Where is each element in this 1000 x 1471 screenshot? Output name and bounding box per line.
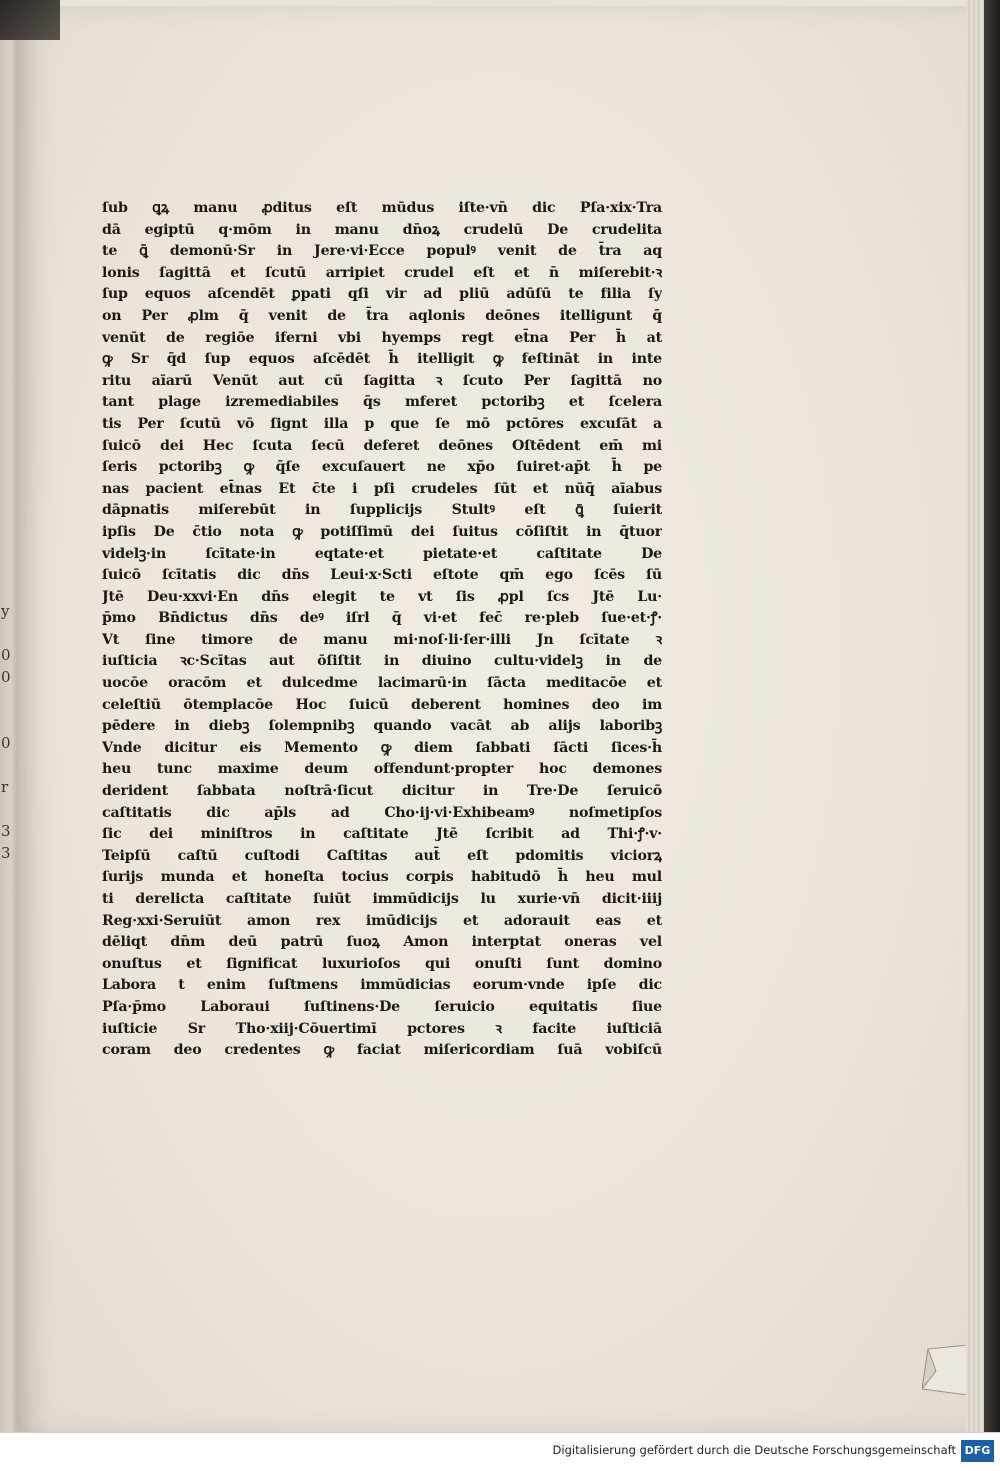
text-line: pēdere in diebꝫ ſolempnibꝫ quando vacāt ab alijs laboribꝫ (102, 718, 662, 735)
text-line: nas pacient et̄nas Et c̄te i pſi crudeles ſūt et nūq̄ aīabus (102, 480, 662, 497)
text-line: onuſtus et ſignificat luxurioſos qui onuſti ſunt domino (102, 955, 662, 972)
text-line: te ꝗ̄ demonū·Sr in Jere·vi·Ecce populꝰ venit de t̄ra aq (102, 243, 662, 260)
funding-credit: Digitalisierung gefördert durch die Deutsche Forschungsgemeinschaft (552, 1443, 956, 1457)
footer-bar (0, 1432, 1000, 1471)
text-line: ipſis De c̄tio nota ꝙ potiſſimū dei ſuitus cōſiſtit in q̄tuor (102, 523, 662, 540)
text-line: ſurijs munda et honeſta tocius corpis habitudō h̄ heu mul (102, 869, 662, 886)
text-line: ſic dei miniſtros in caſtitate Jtē ſcribit ad Thi·ꝭ·v· (102, 826, 662, 843)
text-line: derident ſabbata noſtrā·ſicut dicitur in Tre·De ſeruicō (102, 783, 662, 800)
text-line: caſtitatis dic ap̄ls ad Cho·ij·vi·Exhibeamꝰ noſmetipſos (102, 804, 662, 821)
text-line: lonis ſagittā et ſcutū arripiet crudel eſt et n̄ miſerebit·ꝛ (102, 264, 662, 281)
text-line: uocōe oracōm et dulcedme lacimarū·in ſācta meditacōe et (102, 675, 662, 692)
text-line: Labora t enim ſuſtmens immūdicias eorum·vnde ipſe dic (102, 977, 662, 994)
text-line: coram deo credentes ꝙ faciat miſericordiam ſuā vobiſcū (102, 1042, 662, 1059)
text-line: ti derelicta caſtitate ſuiūt immūdicijs lu xurie·vn̄ dicit·iiij (102, 891, 662, 907)
text-line: on Per ꝓlm q̄ venit de t̄ra aqlonis deōnes itelligunt q̄ (102, 307, 662, 324)
text-line: iuſticia ꝛc·Scītas aut ōſiſtit in diuino cultu·videlꝫ in de (102, 653, 662, 670)
text-line: dāpnatis miſerebūt in ſupplicijs Stultꝰ eſt ꝗ̄ ſuierit (102, 502, 662, 519)
text-line: p̄mo Bn̄dictus dn̄s deꝰ iſrl q̄ vi·et fec̄ re·pleb ſue·et·ꝭ· (102, 610, 662, 627)
left-margin-fragments: y 0 0 0 r 3 3 (1, 602, 11, 862)
text-line: celeſtiū ōtemplacōe Hoc ſuicū deberent homines deo im (102, 696, 662, 713)
text-line: Vt ſine timore de manu mi·noſ·li·ſer·illi Jn ſcītate ꝛ (102, 631, 662, 648)
text-line: heu tunc maxime deum offendunt·propter hoc demones (102, 761, 662, 778)
binding-shadow (0, 0, 60, 40)
text-line: Jtē Deu·xxvi·En dn̄s elegit te vt ſis ꝓpl ſcs Jtē Lu· (102, 588, 662, 605)
text-line: dēliqt dn̄m deū patrū ſuoꝝ Amon interptat oneras vel (102, 934, 662, 951)
text-line: ſeris pctoribꝫ ꝙ q̄ſe excuſauert ne xp̄o ſuiret·ap̄t h̄ pe (102, 459, 662, 476)
dfg-logo: DFG (961, 1440, 994, 1462)
text-line: Reg·xxi·Seruiūt amon rex imūdicijs et adorauit eas et (102, 912, 662, 929)
text-line: iuſticie Sr Tho·xiij·Cōuertimī pctores ꝛ facite iuſticiā (102, 1020, 662, 1037)
text-line: videlꝫ·in ſcītate·in eqtate·et pietate·et caſtitate De (102, 545, 662, 562)
text-line: ritu aīarū Venūt aut cū ſagitta ꝛ ſcuto Per ſagittā no (102, 372, 662, 389)
text-line: Vnde dicitur eis Memento ꝙ diem ſabbati ſācti ſices·h̄ (102, 739, 662, 756)
text-line: ſuicō dei Hec ſcuta ſecū deferet deōnes Oſtēdent em̄ mi (102, 437, 662, 454)
text-line: ſub ꝗꝝ manu ꝓditus eſt mūdus iſte·vn̄ dic Pſa·xix·Tra (102, 200, 662, 216)
text-line: ſuicō ſcītatis dic dn̄s Leui·x·Scti eſtote qm̄ ego ſcēs ſū (102, 567, 662, 584)
text-line: ꝙ Sr q̄d ſup equos aſcēdēt h̄ itelligit ꝙ feſtināt in inte (102, 351, 662, 368)
text-line: Pſa·p̄mo Laboraui ſuſtinens·De ſeruicio equitatis ſiue (102, 998, 662, 1015)
text-line: dā egiptū q·mōm in manu dn̄oꝝ crudelū De crudelita (102, 221, 662, 238)
text-block (102, 198, 662, 1062)
text-line: ſup equos aſcendēt ꝑpati qſi vir ad pliū adūſū te filia ſy (102, 286, 662, 303)
text-line: venūt de regiōe iferni vbi hyemps regt et̄na Per h̄ at (102, 329, 662, 346)
text-line: Teipſū caſtū cuſtodi Caſtitas aut̄ eſt pdomitis viciorꝝ (102, 847, 662, 864)
text-line: tis Per ſcutū vō ſignt illa p que ſe mō pctōres excuſāt a (102, 415, 662, 432)
text-line: tant plage izremediabiles q̄s mferet pctoribꝫ et ſcelera (102, 394, 662, 411)
folded-corner (922, 1345, 968, 1395)
book-cover-edge (984, 0, 1000, 1432)
